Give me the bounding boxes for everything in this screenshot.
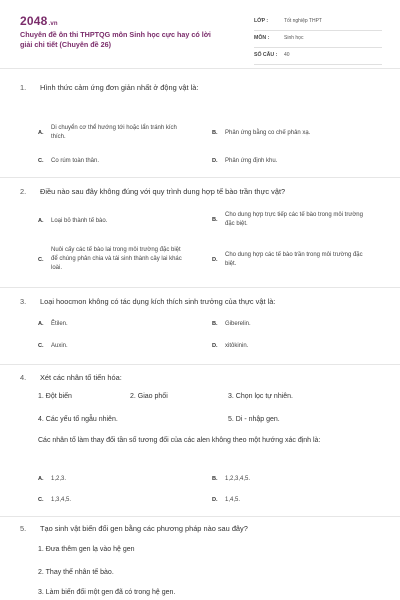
option-letter: B.	[212, 321, 218, 327]
option-a[interactable]	[38, 124, 198, 144]
meta-row-count	[254, 50, 382, 65]
option-text: 1,4,5.	[225, 497, 241, 503]
option-letter: A.	[38, 130, 44, 136]
meta-value: 40	[284, 52, 290, 58]
meta-value: Tốt nghiệp THPT	[284, 18, 322, 24]
option-text: Di chuyển cơ thể hướng tới hoặc lẩn tránh kích thích.	[51, 125, 177, 140]
option-d[interactable]	[212, 496, 372, 506]
question-number: 3.	[20, 297, 27, 306]
option-letter: C.	[38, 497, 44, 503]
option-text: xitôkinin.	[225, 343, 249, 349]
option-letter: A.	[38, 218, 44, 224]
question-number: 2.	[20, 187, 27, 196]
meta-label: LỚP :	[254, 18, 269, 24]
site-logo[interactable]	[20, 14, 58, 28]
statement-1: 1. Đưa thêm gen lạ vào hệ gen	[38, 546, 135, 553]
question-prompt: Các nhân tố làm thay đổi tần số tương đối của các alen không theo một hướng xác định là:	[38, 437, 321, 444]
option-letter: C.	[38, 343, 44, 349]
statement-2: 2. Giao phối	[130, 393, 168, 400]
option-letter: D.	[212, 343, 218, 349]
logo-text: 2048	[20, 14, 48, 28]
option-text: Cho dung hợp trực tiếp các tế bào trong môi trường đặc biệt.	[225, 212, 363, 227]
option-text: 1,3,4,5.	[51, 497, 72, 503]
option-a[interactable]	[38, 320, 198, 330]
statement-4: 4. Các yếu tố ngẫu nhiên.	[38, 416, 118, 423]
question-divider	[0, 287, 400, 288]
meta-label: SỐ CÂU :	[254, 52, 278, 58]
option-a[interactable]	[38, 475, 198, 485]
option-text: Êtilen.	[51, 321, 68, 327]
option-c[interactable]	[38, 342, 198, 352]
option-text: Cho dung hợp các tế bào trần trong môi trường đặc biệt.	[225, 252, 363, 267]
option-b[interactable]	[212, 129, 372, 139]
option-letter: D.	[212, 158, 218, 164]
option-text: 1,2,3.	[51, 476, 67, 482]
statement-3: 3. Làm biến đổi một gen đã có trong hệ gen.	[38, 589, 176, 596]
statement-3: 3. Chọn lọc tự nhiên.	[228, 393, 294, 400]
question-text: Xét các nhân tố tiến hóa:	[40, 373, 122, 382]
document-meta	[254, 16, 382, 67]
option-c[interactable]	[38, 246, 198, 274]
question-text: Hình thức cảm ứng đơn giản nhất ở động vật là:	[40, 83, 199, 92]
option-text: 1,2,3,4,5.	[225, 476, 251, 482]
question-number: 5.	[20, 524, 27, 533]
option-c[interactable]	[38, 157, 198, 167]
option-text: Phản ứng bằng co chế phản xạ.	[225, 130, 311, 136]
question-divider	[0, 364, 400, 365]
option-d[interactable]	[212, 342, 372, 352]
meta-row-class	[254, 16, 382, 31]
document-title: Chuyên đề ôn thi THPTQG môn Sinh học cực hay có lời giải chi tiết (Chuyên đề 26)	[20, 30, 211, 49]
question-number: 1.	[20, 83, 27, 92]
option-text: Phản ứng định khu.	[225, 158, 278, 164]
option-text: Auxin.	[51, 343, 68, 349]
meta-label: MÔN :	[254, 35, 270, 41]
statement-5: 5. Di - nhập gen.	[228, 416, 280, 423]
question-text: Điều nào sau đây không đúng với quy trình dung hợp tế bào trần thực vật?	[40, 187, 286, 196]
question-divider	[0, 177, 400, 178]
option-letter: A.	[38, 476, 44, 482]
question-text: Loại hoocmon không có tác dụng kích thích sinh trưởng của thực vật là:	[40, 297, 276, 306]
option-text: Co rúm toàn thân.	[51, 158, 100, 164]
option-letter: B.	[212, 217, 218, 223]
option-b[interactable]	[212, 475, 372, 485]
option-letter: A.	[38, 321, 44, 327]
meta-value: Sinh học	[284, 35, 304, 41]
option-text: Giberelin.	[225, 321, 251, 327]
option-text: Nuôi cấy các tế bào lai trong môi trường đặc biệt để chúng phân chia và tái sinh thành cây lai khác loài.	[51, 247, 182, 271]
option-c[interactable]	[38, 496, 198, 506]
question-text: Tạo sinh vật biến đổi gen bằng các phương pháp nào sau đây?	[40, 524, 248, 533]
option-d[interactable]	[212, 251, 372, 271]
option-letter: C.	[38, 158, 44, 164]
logo-suffix: .vn	[48, 21, 58, 27]
option-text: Loại bỏ thành tế bào.	[51, 218, 108, 224]
meta-row-subject	[254, 33, 382, 48]
header-divider	[0, 68, 400, 69]
statement-2: 2. Thay thế nhân tế bào.	[38, 569, 114, 576]
option-letter: B.	[212, 476, 218, 482]
question-number: 4.	[20, 373, 27, 382]
option-b[interactable]	[212, 211, 372, 231]
option-d[interactable]	[212, 157, 372, 167]
statement-1: 1. Đột biến	[38, 393, 72, 400]
option-letter: D.	[212, 257, 218, 263]
option-letter: D.	[212, 497, 218, 503]
option-letter: C.	[38, 257, 44, 263]
question-divider	[0, 516, 400, 517]
option-b[interactable]	[212, 320, 372, 330]
option-letter: B.	[212, 130, 218, 136]
option-a[interactable]	[38, 217, 198, 227]
